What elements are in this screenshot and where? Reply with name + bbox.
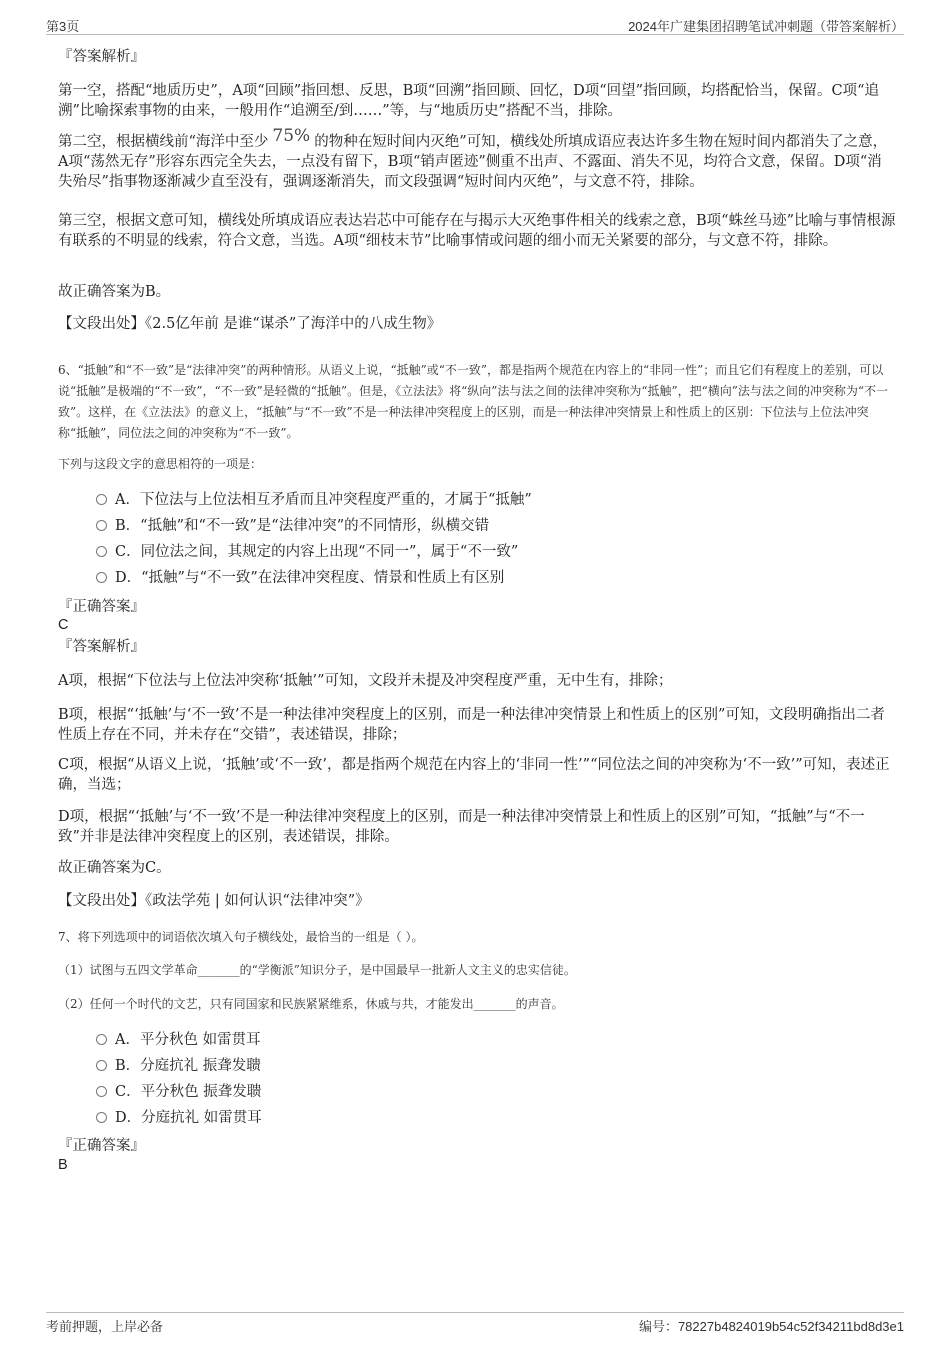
q6-analysis-a: A项，根据“下位法与上位法冲突称‘抵触’”可知，文段并未提及冲突程度严重，无中生有，排除； [58, 673, 673, 689]
q7-option-b[interactable] [96, 1056, 261, 1076]
q6-analysis-c: C项，根据“从语义上说，‘抵触’或‘不一致’，都是指两个规范在内容上的‘非同一性’”“同位法之间的冲突称为‘不一致’”可知，表述正确，当选； [58, 757, 890, 793]
q6-option-d[interactable] [96, 568, 504, 588]
q5-conclusion: 故正确答案为B。 [58, 284, 171, 300]
q5-analysis-p3: 第三空，根据文意可知，横线处所填成语应表达岩芯中可能存在与揭示大灭绝事件相关的线索之意，B项“蛛丝马迹”比喻与事情根源有联系的不明显的线索，符合文意，当选。A项“细枝末节”比喻事情或问题的细小而无关紧要的部分，与文意不符，排除。 [58, 213, 896, 249]
radio-icon[interactable] [96, 1086, 107, 1097]
q5-analysis-label: 『答案解析』 [58, 49, 145, 65]
page-number: 第3页 [46, 19, 80, 34]
q6-option-c[interactable] [96, 542, 518, 562]
q7-option-a[interactable] [96, 1030, 261, 1050]
option-label: D．“抵触”与“不一致”在法律冲突程度、情景和性质上有区别 [115, 570, 505, 586]
q6-option-a[interactable] [96, 490, 532, 510]
radio-icon[interactable] [96, 546, 107, 557]
radio-icon[interactable] [96, 1060, 107, 1071]
q6-option-b[interactable] [96, 516, 489, 536]
option-label: A．下位法与上位法相互矛盾而且冲突程度严重的，才属于“抵触” [115, 492, 532, 508]
q5-analysis-p2 [58, 126, 896, 192]
q7-option-c[interactable] [96, 1082, 261, 1102]
radio-icon[interactable] [96, 1034, 107, 1045]
radio-icon[interactable] [96, 494, 107, 505]
q6-stem: 6、“抵触”和“不一致”是“法律冲突”的两种情形。从语义上说，“抵触”或“不一致”，都是指两个规范在内容上的“非同一性”；而且它们有程度上的差别，可以说“抵触”是极端的“不一致”，“不一致”是轻微的“抵触”。但是，《立法法》将“纵向”法与法之间的法律冲突称为“抵触”，把“横向”法与法之间的冲突称为“不一致”。这样，在《立法法》的意义上，“抵触”与“不一致”不是一种法律冲突程度上的区别，而是一种法律冲突情景上和性质上的区别：下位法与上位法冲突称“抵触”，同位法之间的冲突称为“不一致”。 [58, 363, 889, 440]
option-label: B．分庭抗礼 振聋发聩 [115, 1058, 261, 1074]
q6-analysis-b: B项，根据“‘抵触’与‘不一致’不是一种法律冲突程度上的区别，而是一种法律冲突情景上和性质上的区别”可知，文段明确指出二者性质上存在不同，并未存在“交错”，表述错误，排除； [58, 707, 885, 743]
q7-answer: B [58, 1157, 68, 1173]
option-label: B．“抵触”和“不一致”是“法律冲突”的不同情形，纵横交错 [115, 518, 490, 534]
q6-analysis-label: 『答案解析』 [58, 639, 145, 655]
q6-answer: C [58, 617, 69, 633]
option-label: C．平分秋色 振聋发聩 [115, 1084, 262, 1100]
q7-answer-label: 『正确答案』 [58, 1138, 145, 1154]
page-footer [46, 1312, 904, 1335]
footer-slogan: 考前押题，上岸必备 [46, 1319, 164, 1334]
q5-source: 【文段出处】《2.5亿年前 是谁“谋杀”了海洋中的八成生物》 [58, 316, 442, 332]
option-label: D．分庭抗礼 如雷贯耳 [115, 1110, 262, 1126]
page-header [46, 14, 904, 35]
q7-stem: 7、将下列选项中的词语依次填入句子横线处，最恰当的一组是（ ）。 [58, 930, 424, 944]
q7-sentence-2: （2）任何一个时代的文艺，只有同国家和民族紧紧维系，休戚与共，才能发出_______的声音。 [58, 997, 564, 1011]
radio-icon[interactable] [96, 572, 107, 583]
q5-analysis-p1: 第一空，搭配“地质历史”，A项“回顾”指回想、反思，B项“回溯”指回顾、回忆，D项“回望”指回顾，均搭配恰当，保留。C项“追溯”比喻探索事物的由来，一般用作“追溯至/到……”等，与“地质历史”搭配不当，排除。 [58, 83, 880, 119]
radio-icon[interactable] [96, 1112, 107, 1123]
q6-conclusion: 故正确答案为C。 [58, 860, 171, 876]
document-id: 编号：78227b4824019b54c52f34211bd8d3e1 [638, 1319, 904, 1334]
document-title: 2024年广建集团招聘笔试冲刺题（带答案解析） [628, 19, 904, 34]
q6-source: 【文段出处】《政法学苑 | 如何认识“法律冲突”》 [58, 893, 370, 909]
q6-analysis-d: D项，根据“‘抵触’与‘不一致’不是一种法律冲突程度上的区别，而是一种法律冲突情景上和性质上的区别”可知，“抵触”与“不一致”并非是法律冲突程度上的区别，表述错误，排除。 [58, 809, 865, 845]
percent-75: 75% [272, 126, 311, 146]
q7-option-d[interactable] [96, 1108, 262, 1128]
q5-p2-part-b: 的物种在短时间内灭绝”可知，横线处所填成语应表达许多生物在短时间内都消失了之意，A项“荡然无存”形容东西完全失去，一点没有留下，B项“销声匿迹”侧重不出声、不露面、消失不见，均符合文意，保留。D项“消失殆尽”指事物逐渐减少直至没有，强调逐渐消失，而文段强调“短时间内灭绝”，与文意不符，排除。 [58, 134, 888, 190]
option-label: A．平分秋色 如雷贯耳 [115, 1032, 261, 1048]
radio-icon[interactable] [96, 520, 107, 531]
q6-prompt: 下列与这段文字的意思相符的一项是： [58, 457, 263, 471]
q7-sentence-1: （1）试图与五四文学革命_______的“学衡派”知识分子，是中国最早一批新人文主义的忠实信徒。 [58, 963, 576, 977]
q5-p2-part-a: 第二空，根据横线前“海洋中至少 [58, 134, 269, 150]
q6-answer-label: 『正确答案』 [58, 599, 145, 615]
option-label: C．同位法之间，其规定的内容上出现“不同一”，属于“不一致” [115, 544, 519, 560]
